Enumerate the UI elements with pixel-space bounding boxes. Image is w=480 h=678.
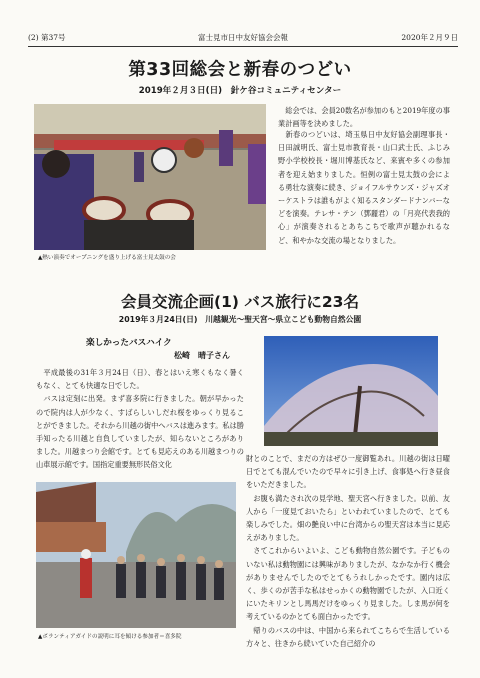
page-number-label: (2) 第37号 — [28, 32, 66, 42]
taiko-photo — [34, 104, 266, 250]
section2-subtitle: 2019年３月24日(日) 川越観光〜聖天宮〜県立こども動物自然公園 — [118, 315, 362, 324]
section1-para-2: 新春のつどいは、埼玉県日中友好協会副理事長・日田誠明氏、富士見市教育長・山口武士氏、ふじみ野小学校校長・堀川博基氏など、来賓や多くの参加者を迎え始まりました。恒例の富士見太鼓の会による勇壮な演奏に続き、ジョイフルサウンズ・ジャズオーケストラは誰もがよく知るスタンダードナンバーなどを演奏。テレサ・テン（鄧麗君）の「月亮代表我的心」が演奏されるとあちこちで歌声が聴かれるなど、和やかな交流の場となりました。 — [278, 130, 450, 245]
cherry-blossom-photo — [264, 336, 438, 446]
section1-subtitle: 2019年２月３日(日) 針ケ谷コミュニティセンター — [138, 86, 342, 96]
taiko-photo-caption: ▲熱い演奏でオープニングを盛り上げる富士見太鼓の会 — [38, 255, 176, 261]
article-right-column: 財とのことで、まだの方はぜひ一度御覧あれ。川越の街は日曜日でとても混んでいたので早々に引き上げ、食事処へ行き昼食をいただきました。 お腹も満たされ次の見学地、聖天宮へ行きました。以前、友人から「一度見ておいたら」といわれていましたので、とても楽しみでした。畑の艶良い中に台湾からの聖天宮は本当に見応えがありました。 さてこれからいよいよ、こども動物自然公園です。子どものいない私は動物園には興味がありましたが、なかなか行く機会がありませんでしたのでとてもうれしかったです。園内は広く、歩くのが苦手な私はせっかくの動物園でしたが、入口近くにいたキリンとし馬馬だけをゆっくり見ました。しま馬が何を考えているのかとても面白かったです。 帰りのバスの中は、中国から来られてこちらで生活している方々と、往きから続いていた自己紹介の — [246, 454, 450, 648]
article-left-column: 平成最後の31年３月24日（日）、春とはいえ寒くもなく暑くもなく、とても快適な日でした。 バスは定刻に出発。まず喜多院に行きました。朝が早かったので院内は人が少なく、すばらしいしだれ桜をゆっくり見ることができました。それから川越の街中へバスは進みます。私は勝手知ったる川越と自負していましたが、知らないところがありました。川越まつり会館です。とても見応えのある川越まつりの山車展示館です。国指定重要無形民俗文化 — [36, 368, 244, 470]
issue-date: 2020年２月９日 — [401, 32, 458, 42]
tour-group-photo — [36, 482, 236, 628]
newsletter-name: 富士見市日中友好協会会報 — [198, 32, 288, 42]
page-header — [28, 30, 458, 44]
section1-title: 第33回総会と新春のつどい — [128, 60, 352, 80]
article-author: 松崎 晴子さん — [174, 350, 230, 360]
header-rule — [28, 46, 458, 47]
section1-para-1: 総会では、会員20数名が参加のもと2019年度の事業計画等を決めました。 — [278, 106, 450, 129]
article-title: 楽しかったバスハイク — [86, 338, 172, 348]
tour-group-photo-caption: ▲ボランティアガイドの説明に耳を傾ける参加者＝喜多院 — [38, 634, 182, 640]
section2-title: 会員交流企画(1) バス旅行に23名 — [121, 293, 359, 311]
